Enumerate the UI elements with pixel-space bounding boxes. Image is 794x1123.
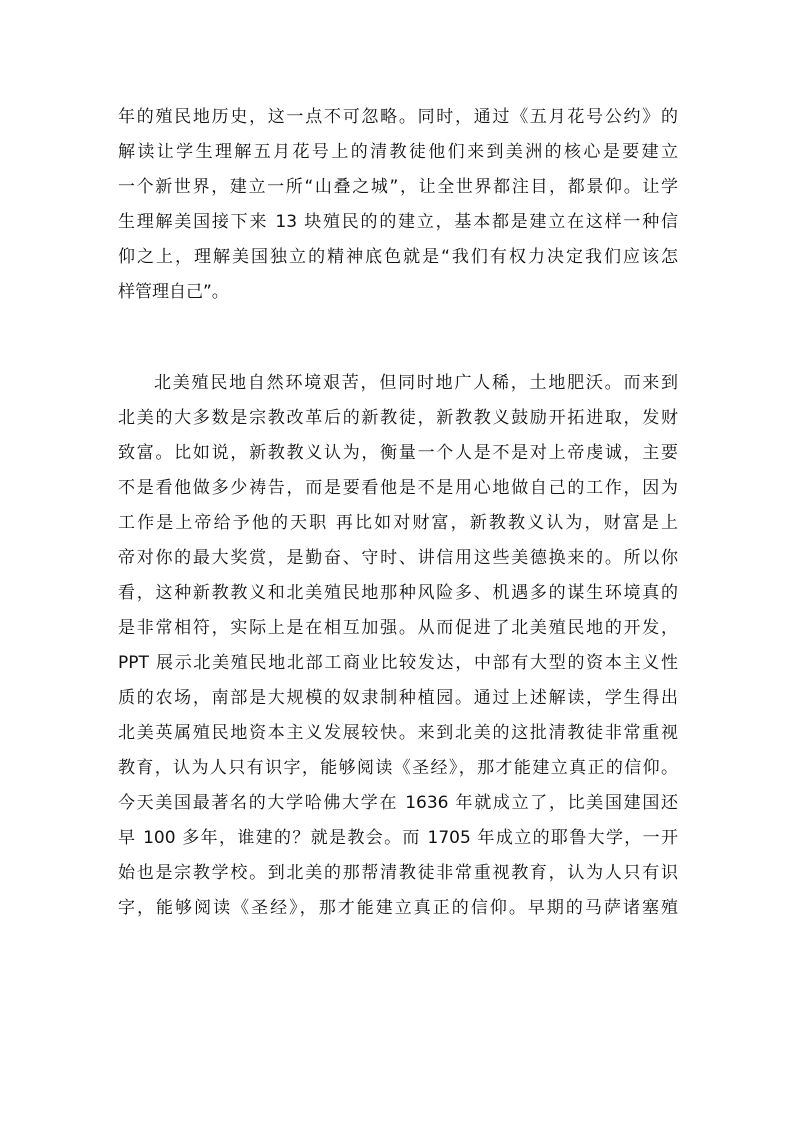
paragraph-1-line-2: 解读让学生理解五月花号上的清教徒他们来到美洲的核心是要建立: [118, 142, 678, 162]
paragraph-2-line-3: 致富。比如说，新教教义认为，衡量一个人是不是对上帝虔诚，主要: [118, 443, 678, 463]
paragraph-2-line-12: 教育，认为人只有识字，能够阅读《圣经》，那才能建立真正的信仰。: [118, 758, 678, 778]
paragraph-2: [118, 366, 678, 926]
paragraph-2-line-15: 始也是宗教学校。到北美的那帮清教徒非常重视教育，认为人只有识: [118, 863, 678, 883]
paragraph-2-line-5: 工作是上帝给予他的天职 再比如对财富，新教教义认为，财富是上: [118, 513, 678, 533]
paragraph-2-line-9: PPT 展示北美殖民地北部工商业比较发达，中部有大型的资本主义性: [118, 653, 678, 673]
paragraph-1-line-5: 仰之上，理解美国独立的精神底色就是“我们有权力决定我们应该怎: [118, 247, 678, 267]
paragraph-2-line-6: 帝对你的最大奖赏，是勤奋、守时、讲信用这些美德换来的。所以你: [118, 548, 678, 568]
paragraph-1-line-3: 一个新世界，建立一所“山叠之城”，让全世界都注目，都景仰。让学: [118, 177, 678, 197]
paragraph-2-line-4: 不是看他做多少祷告，而是要看他是不是用心地做自己的工作，因为: [118, 478, 678, 498]
paragraph-2-line-13: 今天美国最著名的大学哈佛大学在 1636 年就成立了，比美国建国还: [118, 793, 678, 813]
paragraph-2-line-16: 字，能够阅读《圣经》，那才能建立真正的信仰。早期的马萨诸塞殖: [118, 898, 678, 918]
paragraph-2-line-7: 看，这种新教教义和北美殖民地那种风险多、机遇多的谋生环境真的: [118, 583, 678, 603]
paragraph-1-line-6: 样管理自己”。: [118, 282, 229, 302]
paragraph-2-line-14: 早 100 多年，谁建的？就是教会。而 1705 年成立的耶鲁大学，一开: [118, 828, 678, 848]
paragraph-2-line-10: 质的农场，南部是大规模的奴隶制种植园。通过上述解读，学生得出: [118, 688, 678, 708]
paragraph-1-line-1: 年的殖民地历史，这一点不可忽略。同时，通过《五月花号公约》的: [118, 107, 678, 127]
paragraph-1-line-4: 生理解美国接下来 13 块殖民的的建立，基本都是建立在这样一种信: [118, 212, 678, 232]
paragraph-1: [118, 100, 678, 310]
paragraph-2-line-11: 北美英属殖民地资本主义发展较快。来到北美的这批清教徒非常重视: [118, 723, 678, 743]
paragraph-2-line-1: 北美殖民地自然环境艰苦，但同时地广人稀，土地肥沃。而来到: [154, 373, 678, 393]
paragraph-2-line-2: 北美的大多数是宗教改革后的新教徒，新教教义鼓励开拓进取，发财: [118, 408, 678, 428]
paragraph-2-line-8: 是非常相符，实际上是在相互加强。从而促进了北美殖民地的开发，: [118, 618, 678, 638]
